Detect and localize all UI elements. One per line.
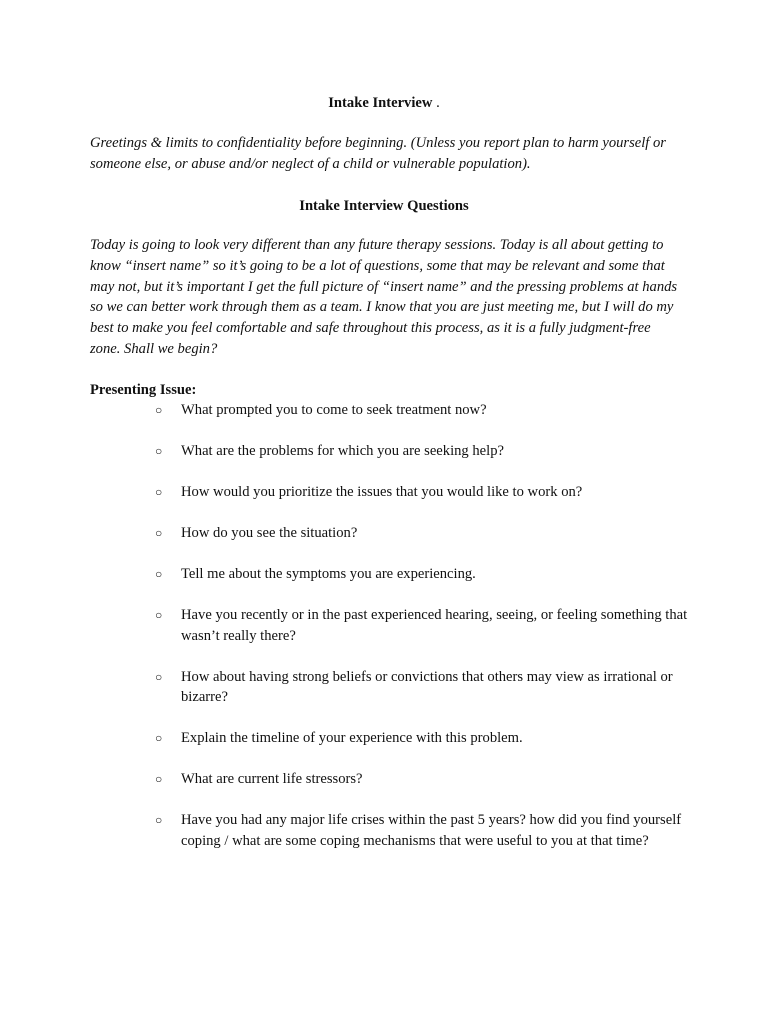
questions-heading: Intake Interview Questions	[299, 198, 469, 214]
question-text: How do you see the situation?	[181, 525, 358, 541]
question-item	[155, 441, 695, 462]
hollow-circle-bullet-icon: ○	[155, 772, 163, 786]
question-text: Tell me about the symptoms you are experiencing.	[181, 566, 476, 582]
hollow-circle-bullet-icon: ○	[155, 403, 163, 417]
question-item	[155, 769, 695, 790]
question-item	[155, 564, 695, 585]
question-item	[155, 482, 695, 503]
hollow-circle-bullet-icon: ○	[155, 485, 163, 499]
question-item	[155, 605, 695, 646]
hollow-circle-bullet-icon: ○	[155, 731, 163, 745]
hollow-circle-bullet-icon: ○	[155, 813, 163, 827]
question-item	[155, 728, 695, 749]
question-text: Have you recently or in the past experienced hearing, seeing, or feeling something that wasn’t really there?	[181, 607, 688, 644]
presenting-issue-heading: Presenting Issue:	[90, 382, 197, 398]
question-item	[155, 523, 695, 544]
hollow-circle-bullet-icon: ○	[155, 567, 163, 581]
question-text: What prompted you to come to seek treatment now?	[181, 402, 487, 418]
hollow-circle-bullet-icon: ○	[155, 608, 163, 622]
question-list	[155, 400, 695, 872]
document-title-suffix: .	[436, 95, 440, 111]
question-text: What are the problems for which you are seeking help?	[181, 443, 504, 459]
question-item	[155, 667, 695, 708]
hollow-circle-bullet-icon: ○	[155, 444, 163, 458]
confidentiality-note: Greetings & limits to confidentiality before beginning. (Unless you report plan to harm yourself or someone else, or abuse and/or neglect of a child or vulnerable population).	[90, 135, 666, 172]
question-item	[155, 400, 695, 421]
hollow-circle-bullet-icon: ○	[155, 669, 163, 684]
question-text: How about having strong beliefs or convictions that others may view as irrational or bizarre?	[181, 668, 673, 705]
hollow-circle-bullet-icon: ○	[155, 526, 163, 540]
question-text: What are current life stressors?	[181, 771, 363, 787]
document-title-text: Intake Interview	[328, 95, 433, 111]
question-text: Have you had any major life crises within the past 5 years? how did you find yourself coping / what are some coping mechanisms that were useful to you at that time?	[181, 812, 682, 849]
intro-script: Today is going to look very different than any future therapy sessions. Today is all about getting to know “insert name” so it’s going to be a lot of questions, some that may be relevant and some that may not, but it’s important I get the full picture of “insert name” and the pressing problems at hands so we can better work through them as a team. I know that you are just meeting me, but I will do my best to make you feel comfortable and safe throughout this process, as it is a fully judgment-free zone. Shall we begin?	[90, 237, 678, 357]
question-text: Explain the timeline of your experience with this problem.	[181, 730, 523, 746]
question-item	[155, 810, 695, 851]
document-title	[0, 93, 768, 113]
question-text: How would you prioritize the issues that you would like to work on?	[181, 484, 583, 500]
